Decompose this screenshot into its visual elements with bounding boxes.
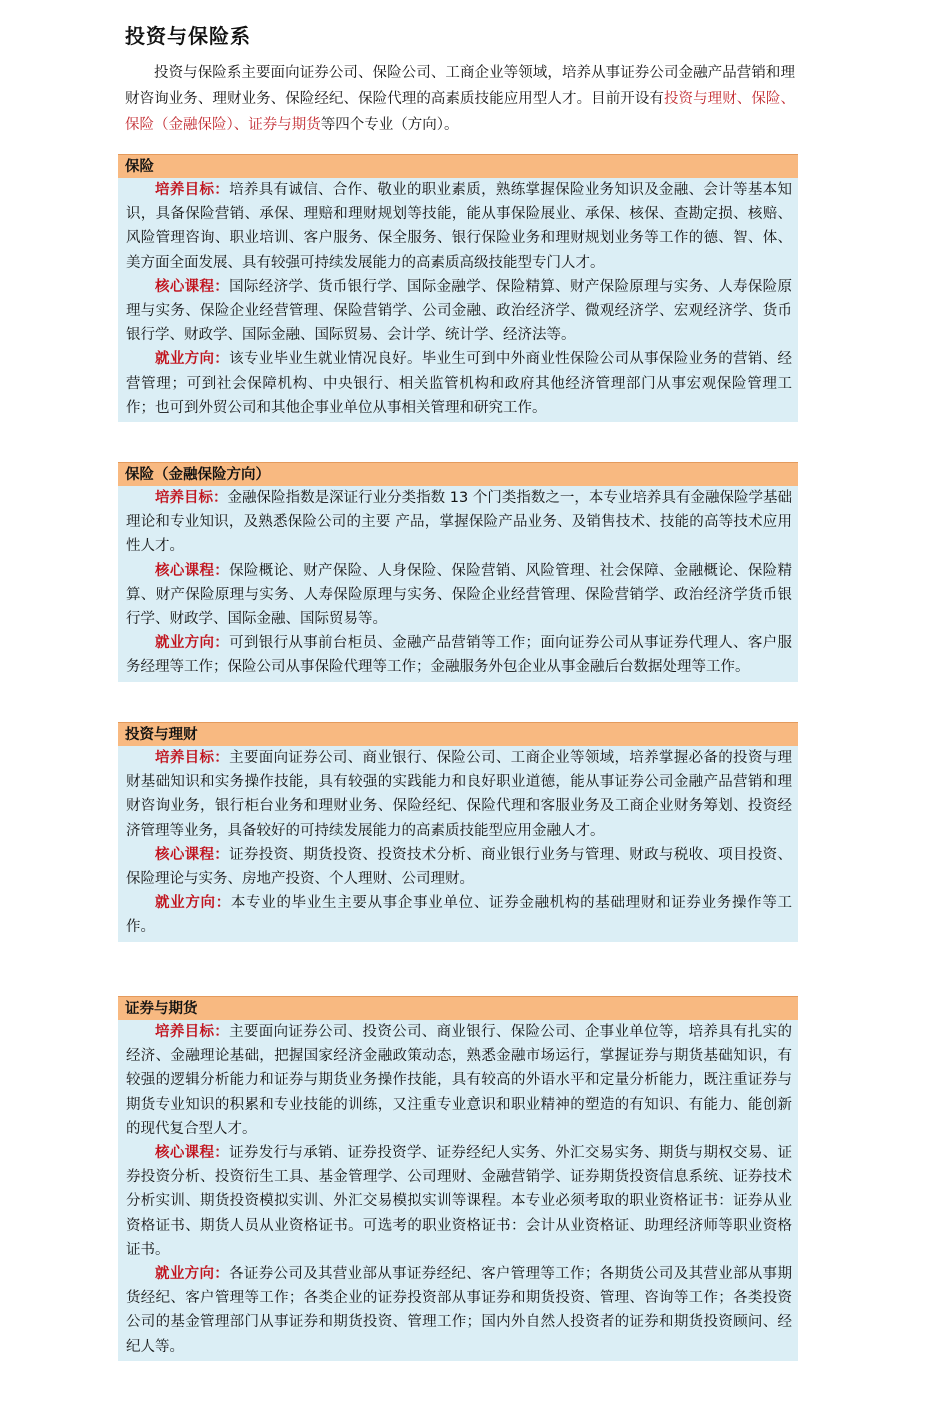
core-courses-label: 核心课程： (155, 562, 230, 579)
section-body (118, 178, 798, 422)
employment-direction (126, 347, 792, 420)
section-title: 证券与期货 (118, 996, 798, 1020)
employment-direction (126, 631, 792, 679)
section-insurance (118, 154, 798, 422)
employment-direction-text: 该专业毕业生就业情况良好。毕业生可到中外商业性保险公司从事保险业务的营销、经营管理；可到社会保障机构、中央银行、相关监管机构和政府其他经济管理部门从事宏观保险管理工作；也可到外贸公司和其他企事业单位从事相关管理和研究工作。 (126, 351, 792, 416)
intro-majors-highlight: 投资与理财、保险、保险（金融保险）、证券与期货 (125, 91, 796, 133)
training-goal-text: 主要面向证券公司、投资公司、商业银行、保险公司、企事业单位等，培养具有扎实的经济、金融理论基础，把握国家经济金融政策动态，熟悉金融市场运行，掌握证券与期货基础知识，有较强的逻辑分析能力和证券与期货业务操作技能，具有较高的外语水平和定量分析能力，既注重证券与期货专业知识的积累和专业技能的训练，又注重专业意识和职业精神的塑造的有知识、有能力、能创新的现代复合型人才。 (126, 1024, 792, 1137)
employment-direction-text: 本专业的毕业生主要从事企事业单位、证券金融机构的基础理财和证券业务操作等工作。 (126, 895, 793, 936)
intro-text: 投资与保险系主要面向证券公司、保险公司、工商企业等领域，培养从事证券公司金融产品营销和理财咨询业务、理财业务、保险经纪、保险代理的高素质技能应用型人才。目前开设有 (125, 65, 795, 107)
section-financial-insurance (118, 462, 798, 682)
core-courses-label: 核心课程： (155, 1145, 230, 1162)
core-courses-text: 保险概论、财产保险、人身保险、保险营销、风险管理、社会保障、金融概论、保险精算、财产保险原理与实务、人寿保险原理与实务、保险企业经营管理、保险营销学、政治经济学货币银行学、财政学、国际金融、国际贸易等。 (126, 562, 792, 628)
training-goal (126, 486, 792, 559)
core-courses-text: 证券发行与承销、证券投资学、证券经纪人实务、外汇交易实务、期货与期权交易、证券投资分析、投资衍生工具、基金管理学、公司理财、金融营销学、证券期货投资信息系统、证券技术分析实训、期货投资模拟实训、外汇交易模拟实训等课程。本专业必须考取的职业资格证书：证券从业资格证书、期货人员从业资格证书。可选考的职业资格证书：会计从业资格证、助理经济师等职业资格证书。 (126, 1145, 792, 1258)
core-courses (126, 1141, 792, 1262)
section-body (118, 486, 798, 682)
section-body (118, 746, 798, 942)
training-goal-text: 培养具有诚信、合作、敬业的职业素质，熟练掌握保险业务知识及金融、会计等基本知识，具备保险营销、承保、理赔和理财规划等技能，能从事保险展业、承保、核保、查勘定损、核赔、风险管理咨询、职业培训、客户服务、保全服务、银行保险业务和理财规划业务等工作的德、智、体、美方面全面发展、具有较强可持续发展能力的高素质高级技能型专门人才。 (126, 182, 792, 271)
section-title: 投资与理财 (118, 722, 798, 746)
employment-direction-text: 可到银行从事前台柜员、金融产品营销等工作；面向证券公司从事证券代理人、客户服务经理等工作；保险公司从事保险代理等工作；金融服务外包企业从事金融后台数据处理等工作。 (126, 635, 792, 676)
section-title: 保险 (118, 154, 798, 178)
core-courses (126, 275, 792, 348)
training-goal (126, 178, 792, 275)
core-courses (126, 559, 792, 632)
training-goal-label: 培养目标： (155, 490, 228, 506)
training-goal (126, 746, 792, 843)
employment-direction-label: 就业方向： (155, 635, 230, 652)
section-securities-futures (118, 996, 798, 1361)
intro-paragraph (125, 60, 795, 138)
core-courses-text: 国际经济学、货币银行学、国际金融学、保险精算、财产保险原理与实务、人寿保险原理与实务、保险企业经营管理、保险营销学、公司金融、政治经济学、微观经济学、宏观经济学、货币银行学、财政学、国际金融、国际贸易、会计学、统计学、经济法等。 (126, 278, 792, 344)
section-investment-finance (118, 722, 798, 942)
employment-direction-text: 各证券公司及其营业部从事证券经纪、客户管理等工作；各期货公司及其营业部从事期货经纪、客户管理等工作；各类企业的证券投资部从事证券和期货投资、管理、咨询等工作；各类投资公司的基金管理部门从事证券和期货投资、管理工作；国内外自然人投资者的证券和期货投资顾问、经纪人等。 (126, 1266, 792, 1355)
section-title: 保险（金融保险方向） (118, 462, 798, 486)
core-courses-label: 核心课程： (155, 846, 230, 863)
core-courses (126, 843, 792, 891)
employment-direction (126, 891, 792, 939)
training-goal-label: 培养目标： (155, 750, 230, 766)
employment-direction-label: 就业方向： (155, 351, 230, 368)
training-goal (126, 1020, 792, 1141)
intro-text-end: 等四个专业（方向）。 (320, 117, 459, 133)
employment-direction-label: 就业方向： (155, 1266, 230, 1283)
section-body (118, 1020, 798, 1361)
core-courses-text: 证券投资、期货投资、投资技术分析、商业银行业务与管理、财政与税收、项目投资、保险理论与实务、房地产投资、个人理财、公司理财。 (126, 846, 792, 888)
training-goal-label: 培养目标： (155, 1024, 230, 1040)
training-goal-text: 金融保险指数是深证行业分类指数 13 个门类指数之一，本专业培养具有金融保险学基础理论和专业知识，及熟悉保险公司的主要 产品，掌握保险产品业务、及销售技术、技能的高等技术应用性人才。 (126, 490, 793, 555)
page-title: 投资与保险系 (125, 24, 251, 48)
training-goal-label: 培养目标： (155, 182, 230, 198)
employment-direction-label: 就业方向： (155, 895, 231, 912)
training-goal-text: 主要面向证券公司、商业银行、保险公司、工商企业等领域，培养掌握必备的投资与理财基础知识和实务操作技能，具有较强的实践能力和良好职业道德，能从事证券公司金融产品营销和理财咨询业务，银行柜台业务和理财业务、保险经纪、保险代理和客服业务及工商企业财务筹划、投资经济管理等业务，具备较好的可持续发展能力的高素质技能型应用金融人才。 (126, 750, 792, 839)
employment-direction (126, 1262, 792, 1359)
core-courses-label: 核心课程： (155, 278, 230, 295)
